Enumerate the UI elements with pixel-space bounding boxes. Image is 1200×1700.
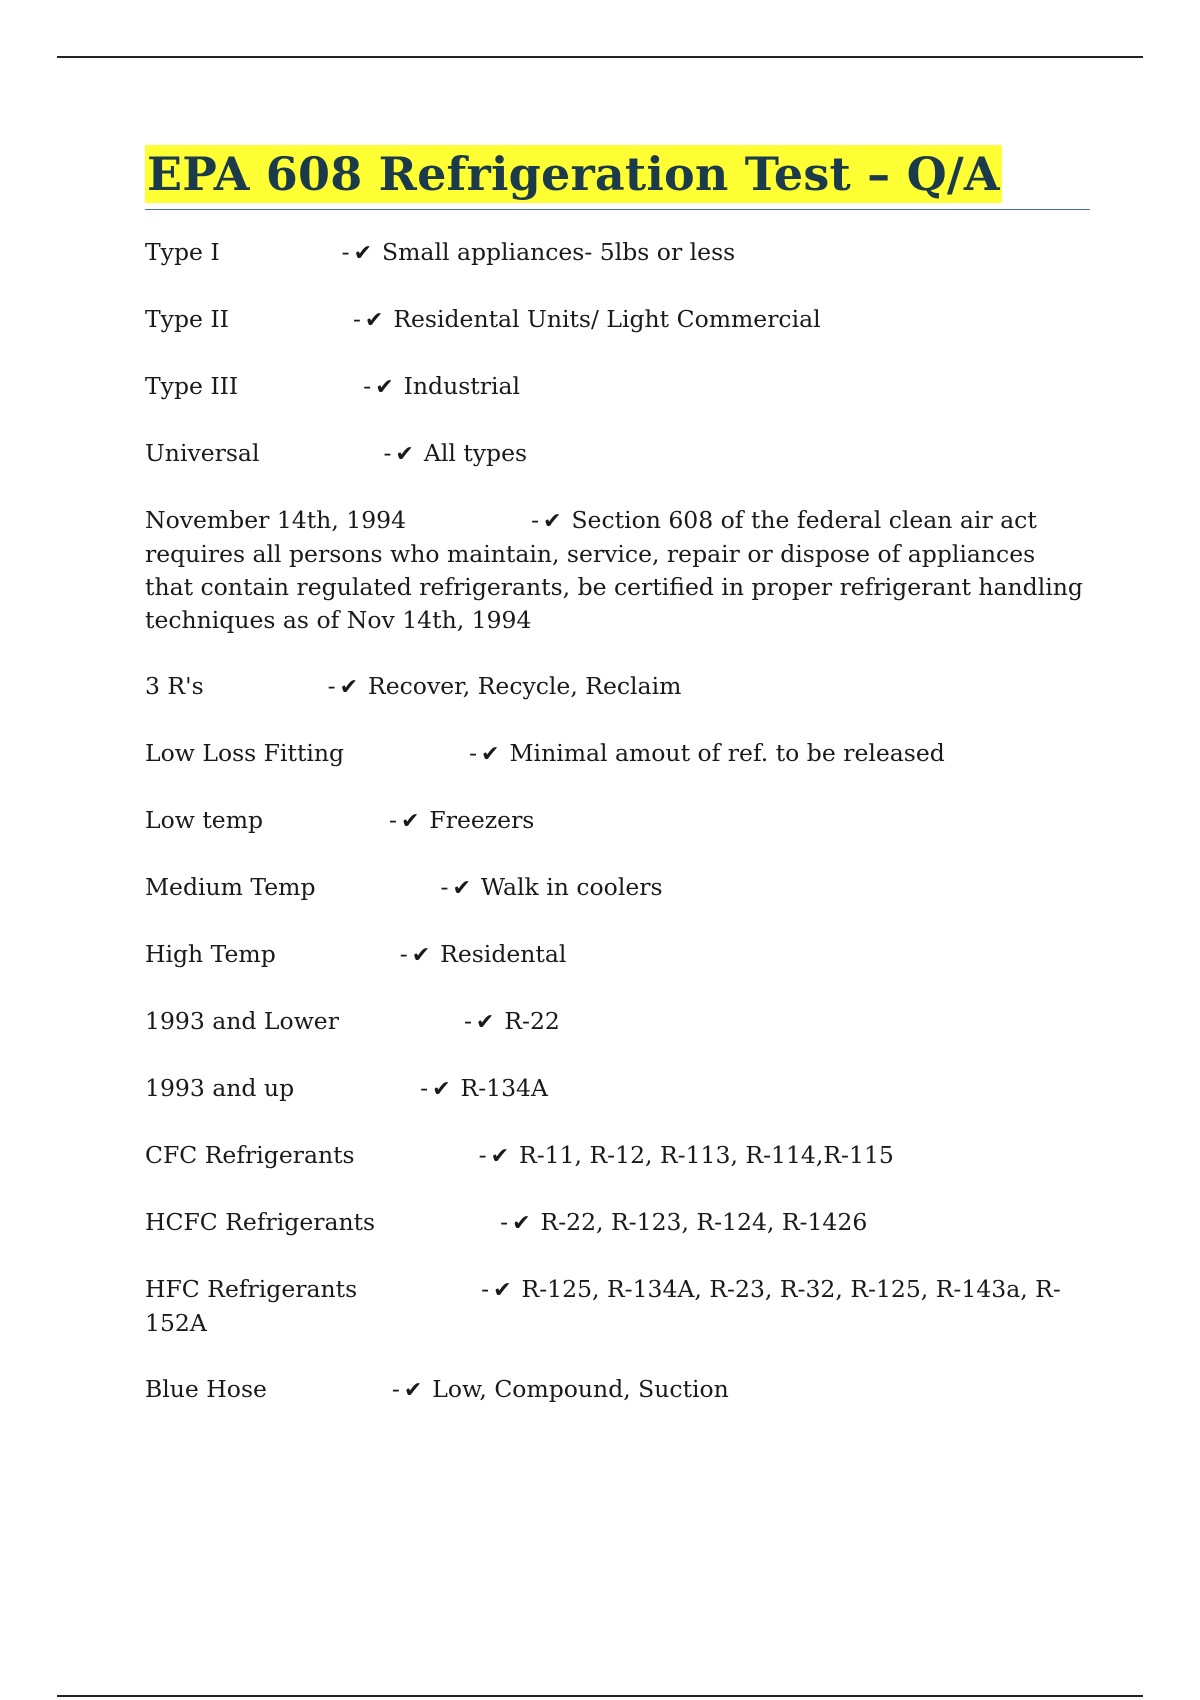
- qa-separator: -: [363, 372, 372, 400]
- page-title: EPA 608 Refrigeration Test – Q/A: [147, 147, 1000, 201]
- qa-separator: -: [399, 940, 408, 968]
- qa-separator: -: [352, 305, 361, 333]
- qa-entry: [145, 504, 1090, 637]
- qa-entry: [145, 370, 1090, 404]
- qa-answer: Recover, Recycle, Reclaim: [368, 672, 682, 700]
- qa-entry: [145, 871, 1090, 905]
- checkmark-icon: ✔: [395, 442, 414, 467]
- footer-rule: [57, 1695, 1143, 1697]
- qa-separator: -: [500, 1208, 509, 1236]
- checkmark-icon: ✔: [490, 1144, 510, 1169]
- qa-answer: Residental: [440, 940, 567, 968]
- qa-term: Type II: [145, 305, 229, 333]
- qa-answer: Section 608 of the federal clean air act requires all persons who maintain, service, repair or dispose of appliances that contain regulated refrigerants, be certified in proper refrigerant handling techniques as of Nov 14th, 1994: [145, 506, 1083, 634]
- qa-term: Type I: [145, 238, 220, 266]
- qa-term: Medium Temp: [145, 873, 316, 901]
- checkmark-icon: ✔: [481, 742, 500, 767]
- qa-term: Universal: [145, 439, 260, 467]
- qa-answer: R-134A: [460, 1074, 548, 1102]
- checkmark-icon: ✔: [475, 1010, 495, 1035]
- qa-separator: -: [463, 1007, 472, 1035]
- qa-separator: -: [389, 806, 397, 834]
- qa-entry: [145, 1139, 1090, 1173]
- qa-answer: Low, Compound, Suction: [432, 1375, 729, 1403]
- qa-entry: [145, 737, 1090, 771]
- checkmark-icon: ✔: [411, 943, 431, 968]
- qa-entry: [145, 670, 1090, 704]
- qa-separator: -: [420, 1074, 429, 1102]
- checkmark-icon: ✔: [400, 809, 420, 834]
- qa-term: November 14th, 1994: [145, 506, 407, 534]
- qa-entry: [145, 938, 1090, 972]
- qa-entry: [145, 1206, 1090, 1240]
- qa-separator: -: [531, 506, 540, 534]
- qa-entry: [145, 804, 1090, 838]
- qa-answer: R-22: [504, 1007, 560, 1035]
- qa-entry: [145, 1005, 1090, 1039]
- qa-separator: -: [481, 1275, 490, 1303]
- qa-separator: -: [341, 238, 350, 266]
- header-rule: [57, 56, 1143, 58]
- qa-term: 3 R's: [145, 672, 204, 700]
- qa-term: Low Loss Fitting: [145, 739, 345, 767]
- checkmark-icon: ✔: [375, 375, 394, 400]
- qa-term: CFC Refrigerants: [145, 1141, 355, 1169]
- qa-term: High Temp: [145, 940, 276, 968]
- checkmark-icon: ✔: [452, 876, 471, 901]
- qa-separator: -: [478, 1141, 487, 1169]
- qa-entry: [145, 303, 1090, 337]
- qa-separator: -: [383, 439, 392, 467]
- qa-answer: R-22, R-123, R-124, R-1426: [540, 1208, 868, 1236]
- checkmark-icon: ✔: [364, 308, 384, 333]
- qa-answer: Walk in coolers: [480, 873, 663, 901]
- qa-answer: Minimal amout of ref. to be released: [509, 739, 945, 767]
- qa-answer: Small appliances- 5lbs or less: [382, 238, 736, 266]
- qa-term: 1993 and Lower: [145, 1007, 339, 1035]
- checkmark-icon: ✔: [353, 241, 373, 266]
- qa-term: Type III: [145, 372, 239, 400]
- qa-separator: -: [469, 739, 478, 767]
- document-page: [145, 145, 1090, 1440]
- qa-separator: -: [327, 672, 336, 700]
- qa-term: Low temp: [145, 806, 264, 834]
- qa-term: HCFC Refrigerants: [145, 1208, 376, 1236]
- qa-entry: [145, 1373, 1090, 1407]
- qa-term: HFC Refrigerants: [145, 1275, 358, 1303]
- qa-separator: -: [440, 873, 449, 901]
- qa-separator: -: [391, 1375, 400, 1403]
- qa-entry: [145, 236, 1090, 270]
- qa-answer: R-11, R-12, R-113, R-114,R-115: [519, 1141, 894, 1169]
- qa-answer: Industrial: [403, 372, 521, 400]
- qa-term: Blue Hose: [145, 1375, 267, 1403]
- qa-list: [145, 236, 1090, 1407]
- checkmark-icon: ✔: [403, 1378, 423, 1403]
- title-block: [145, 145, 1090, 210]
- checkmark-icon: ✔: [493, 1278, 512, 1303]
- checkmark-icon: ✔: [339, 675, 359, 700]
- qa-answer: Residental Units/ Light Commercial: [393, 305, 821, 333]
- qa-answer: All types: [423, 439, 528, 467]
- qa-entry: [145, 1072, 1090, 1106]
- qa-term: 1993 and up: [145, 1074, 295, 1102]
- qa-answer: Freezers: [429, 806, 535, 834]
- checkmark-icon: ✔: [543, 509, 562, 534]
- checkmark-icon: ✔: [432, 1077, 451, 1102]
- qa-entry: [145, 1273, 1090, 1340]
- qa-answer: R-125, R-134A, R-23, R-32, R-125, R-143a, R-152A: [145, 1275, 1061, 1337]
- checkmark-icon: ✔: [512, 1211, 531, 1236]
- qa-entry: [145, 437, 1090, 471]
